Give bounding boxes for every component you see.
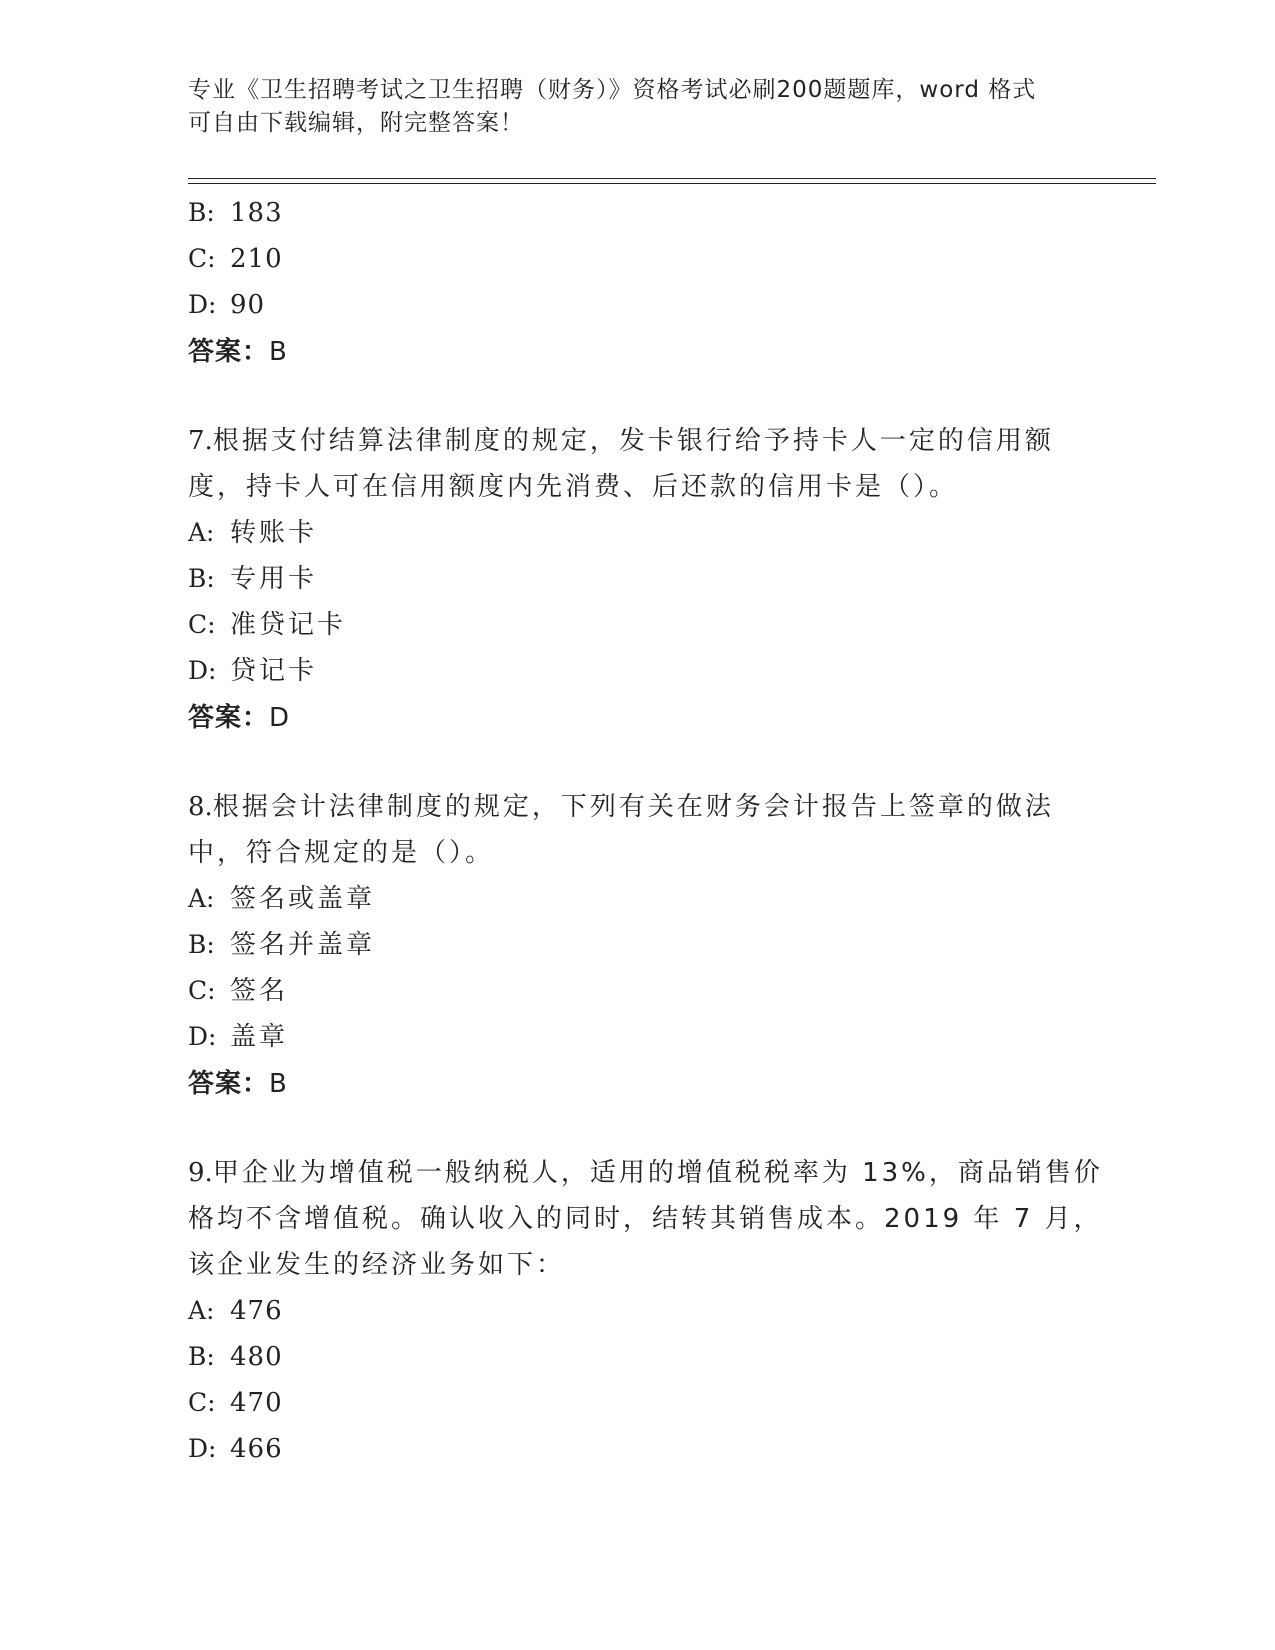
option-letter: C: <box>188 610 216 639</box>
question-text-line <box>188 1150 1103 1196</box>
question-text-line <box>188 418 1088 464</box>
question-text-line: 度，持卡人可在信用额度内先消费、后还款的信用卡是（）。 <box>188 472 959 502</box>
option-letter: C: <box>188 976 216 1005</box>
option-letter: B: <box>188 1342 215 1371</box>
option-d <box>188 1426 1088 1472</box>
answer-line <box>188 694 1088 742</box>
answer-label: 答案： <box>188 703 270 733</box>
header-title-line-2: 可自由下载编辑，附完整答案！ <box>188 110 524 136</box>
question-9 <box>188 1150 1103 1472</box>
answer-line <box>188 328 1088 376</box>
option-text: 183 <box>230 198 283 228</box>
option-text: 466 <box>230 1434 283 1464</box>
answer-label: 答案： <box>188 1069 270 1099</box>
option-letter: A: <box>188 518 215 547</box>
question-number: 7. <box>188 426 213 456</box>
option-text: 专用卡 <box>230 564 318 594</box>
question-text: 根据会计法律制度的规定，下列有关在财务会计报告上签章的做法 <box>212 792 1054 822</box>
option-text: 盖章 <box>230 1022 289 1052</box>
question-number: 9. <box>188 1158 213 1188</box>
option-letter: D: <box>188 656 217 685</box>
question-text-line: 中，符合规定的是（）。 <box>188 838 495 868</box>
option-letter: D: <box>188 290 217 319</box>
option-letter: A: <box>188 884 215 913</box>
option-letter: D: <box>188 1434 217 1463</box>
option-text: 贷记卡 <box>230 656 318 686</box>
option-d <box>188 648 1088 694</box>
option-b <box>188 922 1088 968</box>
option-text: 210 <box>230 244 283 274</box>
option-text: 签名 <box>230 976 289 1006</box>
header-title-line-1: 专业《卫生招聘考试之卫生招聘（财务）》资格考试必刷200题题库，word 格式 <box>188 77 1037 103</box>
answer-value: B <box>269 337 288 367</box>
option-letter: A: <box>188 1296 215 1325</box>
option-a <box>188 876 1088 922</box>
answer-label: 答案： <box>188 337 270 367</box>
option-b <box>188 556 1088 602</box>
option-b <box>188 190 1088 236</box>
document-header <box>188 74 1088 140</box>
question-text: 甲企业为增值税一般纳税人，适用的增值税税率为 13%，商品销售价 <box>212 1158 1103 1188</box>
answer-value: D <box>269 703 291 733</box>
option-c <box>188 236 1088 282</box>
option-text: 转账卡 <box>230 518 318 548</box>
question-text-line: 该企业发生的经济业务如下： <box>188 1250 566 1280</box>
option-text: 480 <box>230 1342 283 1372</box>
option-text: 90 <box>230 290 266 320</box>
option-a <box>188 510 1088 556</box>
option-c <box>188 602 1088 648</box>
option-text: 476 <box>230 1296 283 1326</box>
answer-value: B <box>269 1069 288 1099</box>
option-text: 签名并盖章 <box>230 930 376 960</box>
header-divider-top <box>188 178 1156 179</box>
option-text: 470 <box>230 1388 283 1418</box>
option-letter: D: <box>188 1022 217 1051</box>
option-letter: C: <box>188 1388 216 1417</box>
answer-line <box>188 1060 1088 1108</box>
question-6-continued <box>188 190 1088 376</box>
option-c <box>188 968 1088 1014</box>
option-c <box>188 1380 1088 1426</box>
option-letter: B: <box>188 198 215 227</box>
option-letter: B: <box>188 564 215 593</box>
option-text: 签名或盖章 <box>230 884 376 914</box>
header-divider-bottom <box>188 183 1156 184</box>
option-a <box>188 1288 1088 1334</box>
option-d <box>188 282 1088 328</box>
option-text: 准贷记卡 <box>230 610 347 640</box>
question-text-line: 格均不含增值税。确认收入的同时，结转其销售成本。2019 年 7 月， <box>188 1204 1103 1234</box>
question-number: 8. <box>188 792 213 822</box>
question-list <box>188 190 1103 1472</box>
option-letter: B: <box>188 930 215 959</box>
question-text: 根据支付结算法律制度的规定，发卡银行给予持卡人一定的信用额 <box>212 426 1054 456</box>
question-text-line <box>188 784 1088 830</box>
option-d <box>188 1014 1088 1060</box>
option-b <box>188 1334 1088 1380</box>
option-letter: C: <box>188 244 216 273</box>
question-7 <box>188 418 1088 742</box>
question-8 <box>188 784 1088 1108</box>
